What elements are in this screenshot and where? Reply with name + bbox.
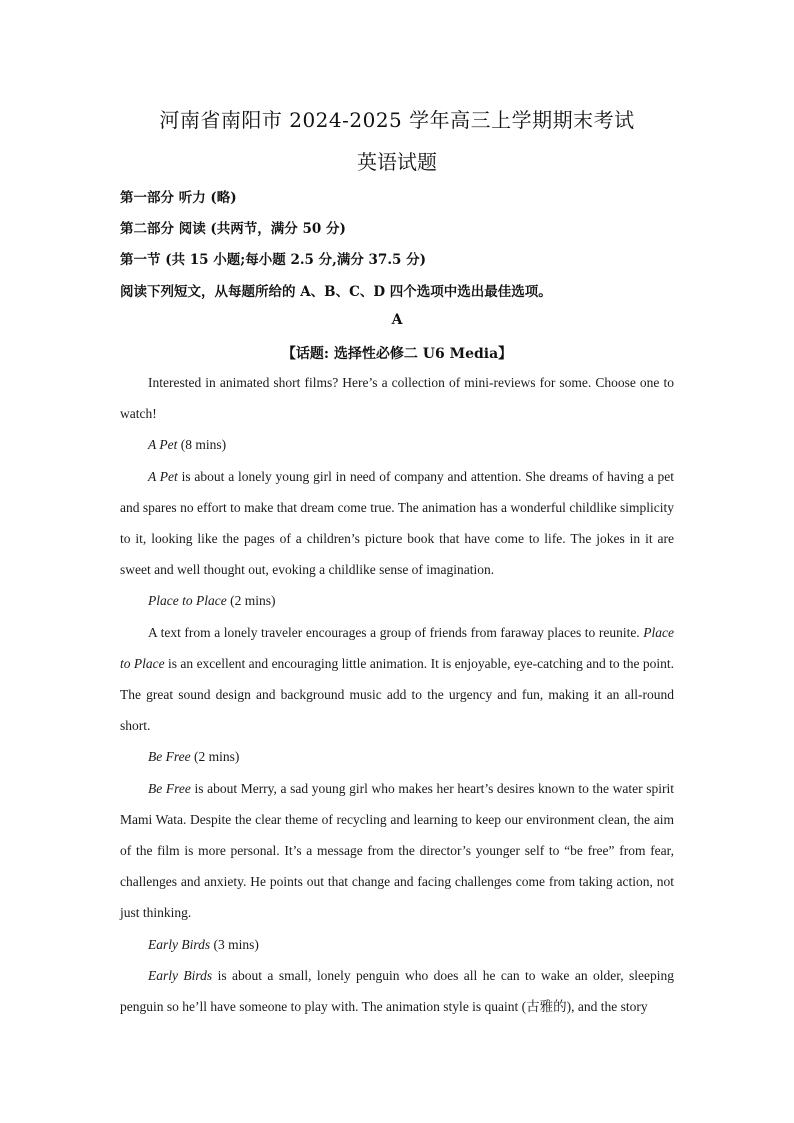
film-review (120, 617, 674, 742)
film-heading (120, 929, 674, 960)
intro-paragraph: Interested in animated short films? Here’s a collection of mini-reviews for some. Choose one to watch! (120, 375, 674, 422)
film-heading (120, 585, 674, 616)
film-duration: (8 mins) (177, 437, 227, 453)
film-review-text: is about a small, lonely penguin who does all he can to wake an older, sleeping penguin so he’ll have someone to play with. The animation style is quaint (古雅的), and the story (120, 967, 674, 1015)
part1-heading: 第一部分 听力 (略) (120, 190, 237, 206)
film-review (120, 960, 674, 1022)
film-duration: (2 mins) (226, 593, 276, 609)
film-heading (120, 741, 674, 772)
exam-title: 河南省南阳市 2024-2025 学年高三上学期期末考试 (159, 108, 635, 132)
film-review-text: is about a lonely young girl in need of company and attention. She dreams of having a pet and spares no effort to make that dream come true. The animation has a wonderful childlike simplicity to it, looking like the pages of a children’s picture book that have come to life. The jokes in it are sweet and well thought out, evoking a childlike sense of imagination. (120, 468, 674, 578)
passage-body (120, 367, 674, 1022)
exam-subtitle: 英语试题 (357, 150, 437, 174)
film-review-text: is about Merry, a sad young girl who makes her heart’s desires known to the water spirit Mami Wata. Despite the clear theme of recycling and learning to keep our environment clean, the aim of the film is more personal. It’s a message from the director’s younger self to “be free” from fear, challenges and anxiety. He points out that change and facing challenges come from taking action, not just thinking. (120, 780, 674, 921)
film-review-title: Be Free (148, 780, 191, 796)
passage-topic: 【话题: 选择性必修二 U6 Media】 (281, 346, 513, 362)
film-review-text: is an excellent and encouraging little animation. It is enjoyable, eye-catching and to the point. The great sound design and background music add to the urgency and fun, making it an all-round short. (120, 655, 675, 734)
film-duration: (3 mins) (210, 936, 259, 952)
film-duration: (2 mins) (190, 749, 240, 765)
passage-label: A (391, 312, 403, 328)
film-title: Early Birds (148, 936, 211, 952)
film-title: Be Free (148, 749, 191, 765)
film-review-lead: A text from a lonely traveler encourages a group of friends from faraway places to reunite. (148, 624, 644, 640)
film-review-title: Early Birds (148, 967, 213, 983)
section1-heading: 第一节 (共 15 小题;每小题 2.5 分,满分 37.5 分) (120, 252, 427, 268)
part2-heading: 第二部分 阅读 (共两节，满分 50 分) (120, 221, 346, 237)
film-review-title: A Pet (148, 468, 178, 484)
film-review (120, 773, 674, 929)
film-title: Place to Place (148, 593, 227, 609)
film-review-title: Place to Place (120, 624, 674, 671)
reading-instruction: 阅读下列短文，从每题所给的 A、B、C、D 四个选项中选出最佳选项。 (120, 284, 552, 300)
film-heading (120, 429, 674, 460)
film-review (120, 461, 674, 586)
film-title: A Pet (148, 437, 178, 453)
